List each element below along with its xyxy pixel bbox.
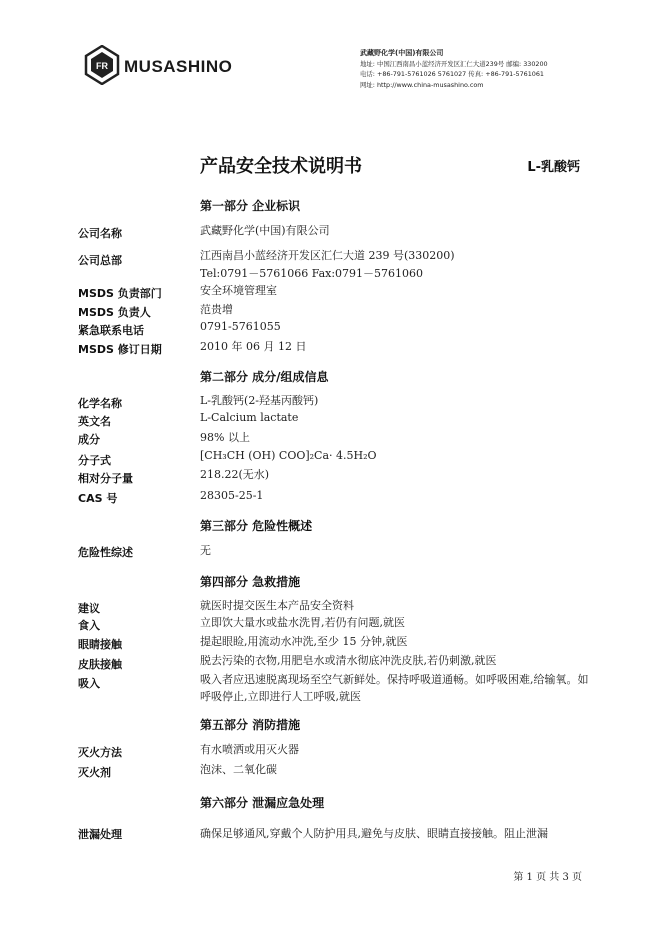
page-number: 第 1 页 共 3 页 (513, 872, 582, 883)
value-chemical-name: L-乳酸钙(2-羟基丙酸钙) (200, 394, 319, 407)
company-logo (84, 45, 254, 85)
label-extinguishing-method: 灭火方法 (78, 746, 122, 759)
label-skin-contact: 皮肤接触 (78, 658, 122, 671)
value-molecular-weight: 218.22(无水) (200, 468, 270, 481)
company-name-header: 武藏野化学(中国)有限公司 (360, 49, 444, 57)
label-molecular-formula: 分子式 (78, 454, 111, 467)
label-msds-owner: MSDS 负责人 (78, 306, 151, 319)
value-company-name: 武藏野化学(中国)有限公司 (200, 224, 330, 237)
value-emergency-phone: 0791-5761055 (200, 320, 281, 333)
label-eye-contact: 眼睛接触 (78, 638, 122, 651)
label-msds-department: MSDS 负责部门 (78, 287, 162, 300)
brand-name: MUSASHINO (124, 57, 233, 76)
company-website: 网址: http://www.china-musashino.com (360, 80, 484, 89)
company-phone: 电话: +86-791-5761026 5761027 传真: +86-791-5761061 (360, 70, 544, 79)
label-inhalation: 吸入 (78, 677, 100, 690)
value-ingestion: 立即饮大量水或盐水洗胃,若仍有问题,就医 (200, 616, 405, 629)
value-inhalation: 吸入者应迅速脱离现场至空气新鲜处。保持呼吸道通畅。如呼吸困难,给输氧。如呼吸停止,立即进行人工呼吸,就医 (200, 673, 589, 703)
company-address: 地址: 中国江西南昌小蓝经济开发区汇仁大道239号 邮编: 330200 (360, 59, 548, 68)
value-headquarters-phone-fax: Tel:0791－5761066 Fax:0791－5761060 (200, 267, 424, 280)
label-cas-number: CAS 号 (78, 492, 118, 505)
value-molecular-formula: [CH₃CH (OH) COO]₂Ca· 4.5H₂O (200, 449, 377, 462)
section-title-company-id: 第一部分 企业标识 (200, 199, 301, 213)
logo-monogram: FR (96, 61, 108, 71)
logo-mark-icon (84, 45, 120, 85)
value-english-name: L-Calcium lactate (200, 411, 299, 424)
value-extinguishing-agent: 泡沫、二氧化碳 (200, 763, 277, 776)
document-title: 产品安全技术说明书 (200, 156, 362, 177)
company-contact-block (360, 48, 548, 90)
section-title-fire-fighting: 第五部分 消防措施 (200, 718, 301, 732)
label-spill-handling: 泄漏处理 (78, 828, 122, 841)
label-hazard-summary: 危险性综述 (78, 546, 133, 559)
label-molecular-weight: 相对分子量 (78, 472, 133, 485)
label-msds-revision-date: MSDS 修订日期 (78, 343, 162, 356)
value-msds-owner: 范贵增 (200, 303, 233, 316)
section-title-hazards: 第三部分 危险性概述 (200, 519, 313, 533)
label-advice: 建议 (78, 602, 100, 615)
section-title-accidental-release: 第六部分 泄漏应急处理 (200, 796, 325, 810)
value-eye-contact: 提起眼睑,用流动水冲洗,至少 15 分钟,就医 (200, 635, 408, 648)
section-title-composition: 第二部分 成分/组成信息 (200, 370, 329, 384)
value-advice: 就医时提交医生本产品安全资料 (200, 599, 354, 612)
label-english-name: 英文名 (78, 415, 111, 428)
value-cas-number: 28305-25-1 (200, 489, 264, 502)
label-headquarters: 公司总部 (78, 254, 122, 267)
value-extinguishing-method: 有水喷洒或用灭火器 (200, 743, 299, 756)
label-company-name: 公司名称 (78, 227, 122, 240)
label-emergency-phone: 紧急联系电话 (78, 324, 144, 337)
value-headquarters-address: 江西南昌小蓝经济开发区汇仁大道 239 号(330200) (200, 249, 455, 262)
value-hazard-summary: 无 (200, 544, 211, 557)
label-content: 成分 (78, 433, 100, 446)
label-ingestion: 食入 (78, 619, 100, 632)
value-spill-handling: 确保足够通风,穿戴个人防护用具,避免与皮肤、眼睛直接接触。阻止泄漏 (200, 827, 548, 840)
value-skin-contact: 脱去污染的衣物,用肥皂水或清水彻底冲洗皮肤,若仍刺激,就医 (200, 654, 497, 667)
label-extinguishing-agent: 灭火剂 (78, 766, 111, 779)
label-chemical-name: 化学名称 (78, 397, 122, 410)
section-title-first-aid: 第四部分 急救措施 (200, 575, 301, 589)
value-content: 98% 以上 (200, 431, 250, 444)
value-msds-revision-date: 2010 年 06 月 12 日 (200, 340, 307, 353)
value-msds-department: 安全环境管理室 (200, 284, 277, 297)
product-name: L-乳酸钙 (527, 160, 580, 175)
